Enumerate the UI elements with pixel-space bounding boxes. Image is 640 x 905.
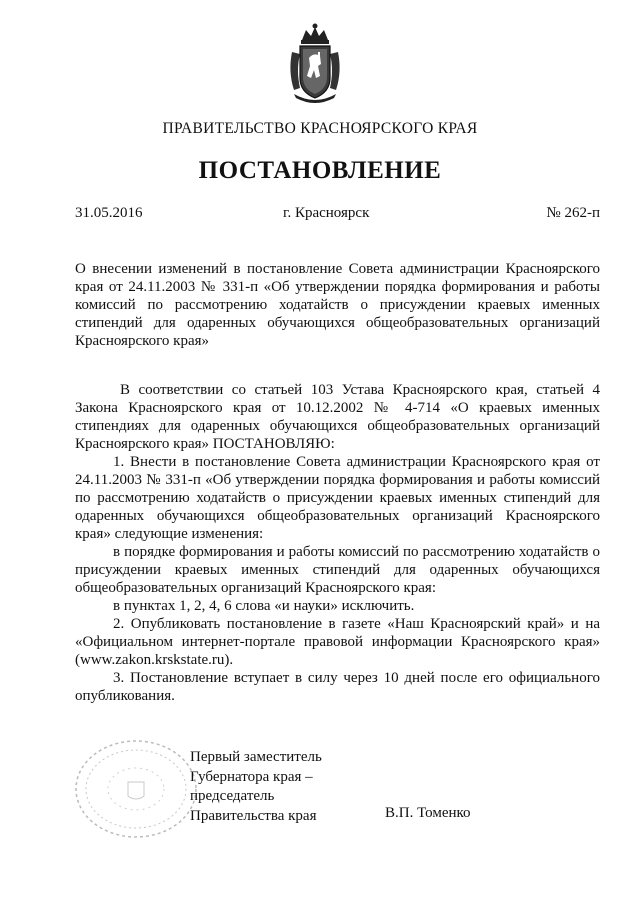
signer-line: председатель <box>190 788 275 804</box>
body-paragraph: в пунктах 1, 2, 4, 6 слова «и науки» исключить. <box>113 598 415 614</box>
signer-position <box>190 748 322 826</box>
signer-name: В.П. Томенко <box>385 805 471 821</box>
document-subject: О внесении изменений в постановление Совета администрации Красноярского края от 24.11.2003 № 331-п «Об утверждении порядка формирования и работы комиссий по рассмотрению ходатайств о присуждении краевых именных стипендий для одаренных обучающихся общеобразовательных организаций Красноярского края» <box>75 261 600 349</box>
document-city: г. Красноярск <box>283 205 370 221</box>
signer-line: Первый заместитель <box>190 749 322 765</box>
signer-line: Правительства края <box>190 807 317 824</box>
document-date: 31.05.2016 <box>75 205 143 221</box>
document-type: ПОСТАНОВЛЕНИЕ <box>198 157 442 184</box>
body-paragraph: 2. Опубликовать постановление в газете «Наш Красноярский край» и на «Официальном интернет-портале правовой информации Красноярского края» (www.zakon.krskstate.ru). <box>75 616 600 668</box>
body-paragraph: в порядке формирования и работы комиссий по рассмотрению ходатайств о присуждении краевых именных стипендий для одаренных обучающихся общеобразовательных организаций Красноярского края: <box>75 544 600 596</box>
document-body <box>75 381 600 705</box>
body-paragraph: 1. Внести в постановление Совета администрации Красноярского края от 24.11.2003 № 331-п «Об утверждении порядка формирования и работы комиссий по рассмотрению ходатайств о присуждении краевых именных стипендий для одаренных обучающихся общеобразовательных организаций Красноярского края» следующие изменения: <box>75 454 600 542</box>
body-paragraph: В соответствии со статьей 103 Устава Красноярского края, статьей 4 Закона Красноярского края от 10.12.2002 № 4-714 «О краевых именных стипендиях для одаренных обучающихся общеобразовательных организаций Красноярского края» ПОСТАНОВЛЯЮ: <box>75 382 600 452</box>
body-paragraph: 3. Постановление вступает в силу через 10 дней после его официального опубликования. <box>75 670 600 704</box>
signer-line: Губернатора края – <box>190 768 313 785</box>
document-number: № 262-п <box>546 205 600 221</box>
official-seal-icon <box>72 738 200 840</box>
coat-of-arms-icon <box>284 22 346 106</box>
organization-name: ПРАВИТЕЛЬСТВО КРАСНОЯРСКОГО КРАЯ <box>162 120 478 137</box>
